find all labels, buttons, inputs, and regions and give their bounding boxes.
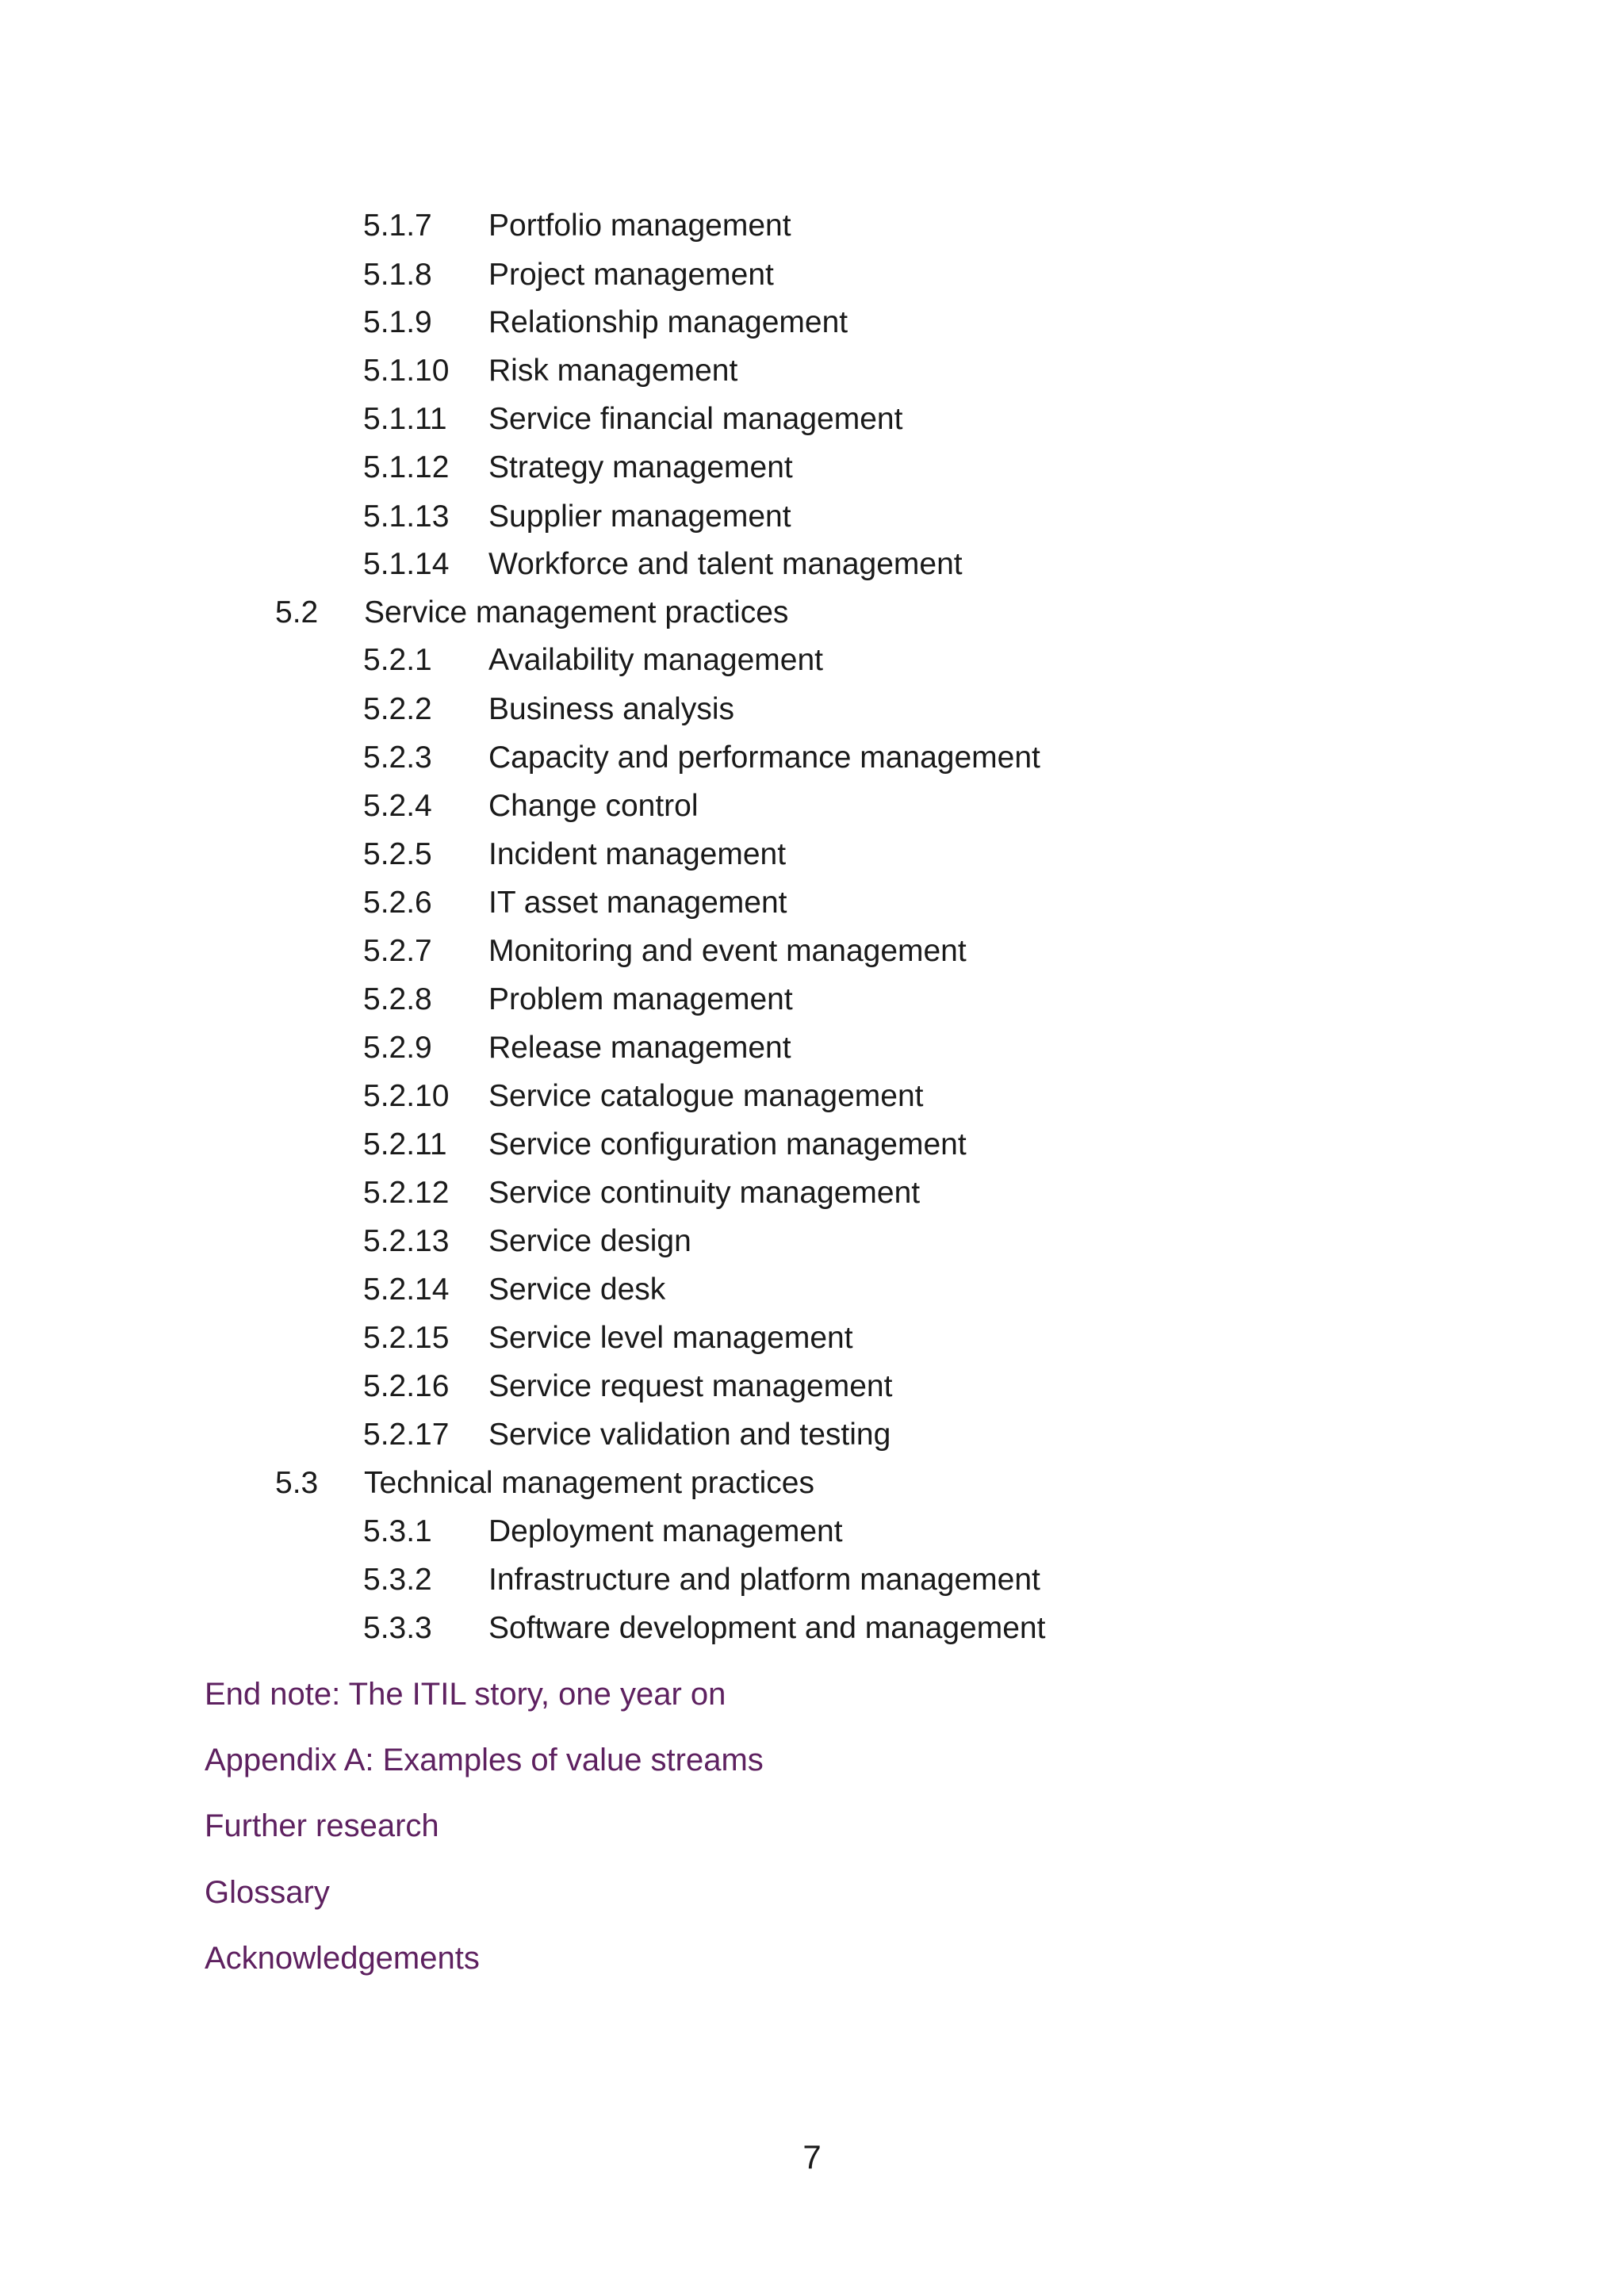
toc-entry-title: Service catalogue management [488,1079,924,1113]
toc-entry-title: Workforce and talent management [488,547,963,581]
toc-entry-number: 5.1.14 [363,547,450,581]
toc-entry-number: 5.2 [275,595,319,629]
toc-entry-number: 5.1.7 [363,209,432,243]
toc-entry-number: 5.2.13 [363,1224,450,1258]
toc-entry-title: Release management [488,1031,791,1065]
toc-entry-number: 5.2.9 [363,1031,432,1065]
toc-entry-number: 5.1.9 [363,305,432,339]
toc-entry-title: Software development and management [488,1611,1046,1645]
toc-entry-number: 5.3.2 [363,1563,432,1597]
toc-entry-number: 5.2.17 [363,1418,450,1452]
toc-entry-title: Service validation and testing [488,1418,891,1452]
toc-entry-title: Supplier management [488,499,791,534]
toc-entry-title: Project management [488,258,774,292]
toc-entry-number: 5.2.3 [363,740,432,775]
toc-entry-title: Availability management [488,643,824,677]
toc-entry-title: Risk management [488,354,738,388]
toc-entry-title: Strategy management [488,450,793,484]
toc-entry-title: Portfolio management [488,209,791,243]
toc-entry-title: Monitoring and event management [488,934,967,968]
toc-entry-title: Capacity and performance management [488,740,1040,775]
toc-entry-title: Service configuration management [488,1127,967,1161]
toc-entry-number: 5.2.6 [363,886,432,920]
toc-entry-title: Service desk [488,1272,666,1307]
toc-entry-number: 5.2.8 [363,982,432,1016]
toc-entry-title: IT asset management [488,886,787,920]
toc-entry-title: Service management practices [364,595,789,629]
toc-entry-number: 5.2.7 [363,934,432,968]
toc-entry-number: 5.1.13 [363,499,450,534]
toc-entry-title: Business analysis [488,692,734,726]
toc-link-further-research[interactable]: Further research [205,1808,439,1843]
toc-entry-title: Relationship management [488,305,848,339]
toc-entry-number: 5.1.8 [363,258,432,292]
toc-entry-number: 5.2.16 [363,1369,450,1403]
toc-entry-title: Service request management [488,1369,893,1403]
toc-link-end-note[interactable]: End note: The ITIL story, one year on [205,1677,726,1712]
page-number: 7 [802,2138,822,2175]
toc-entry-number: 5.2.2 [363,692,432,726]
toc-entry-number: 5.2.11 [363,1127,447,1161]
toc-entry-title: Incident management [488,837,787,871]
toc-entry-number: 5.3 [275,1466,319,1500]
toc-entry-number: 5.2.5 [363,837,432,871]
toc-entry-title: Change control [488,789,699,823]
toc-entry-title: Service design [488,1224,691,1258]
toc-entry-title: Service continuity management [488,1176,921,1210]
toc-entry-title: Deployment management [488,1514,843,1548]
toc-entry-number: 5.2.10 [363,1079,450,1113]
toc-entry-number: 5.2.4 [363,789,432,823]
toc-link-acknowledgements[interactable]: Acknowledgements [205,1941,480,1976]
toc-entry-number: 5.2.14 [363,1272,450,1307]
toc-entry-title: Technical management practices [364,1466,814,1500]
toc-entry-number: 5.1.10 [363,354,450,388]
toc-entry-number: 5.3.3 [363,1611,432,1645]
toc-entry-number: 5.3.1 [363,1514,432,1548]
toc-entry-number: 5.1.11 [363,402,447,436]
toc-entry-number: 5.1.12 [363,450,450,484]
toc-entry-number: 5.2.12 [363,1176,450,1210]
toc-entry-number: 5.2.1 [363,643,432,677]
toc-entry-title: Service financial management [488,402,903,436]
toc-entry-number: 5.2.15 [363,1321,450,1355]
toc-entry-title: Service level management [488,1321,853,1355]
toc-link-appendix-a[interactable]: Appendix A: Examples of value streams [205,1743,764,1777]
toc-entry-title: Problem management [488,982,793,1016]
toc-link-glossary[interactable]: Glossary [205,1875,330,1910]
toc-entry-title: Infrastructure and platform management [488,1563,1040,1597]
